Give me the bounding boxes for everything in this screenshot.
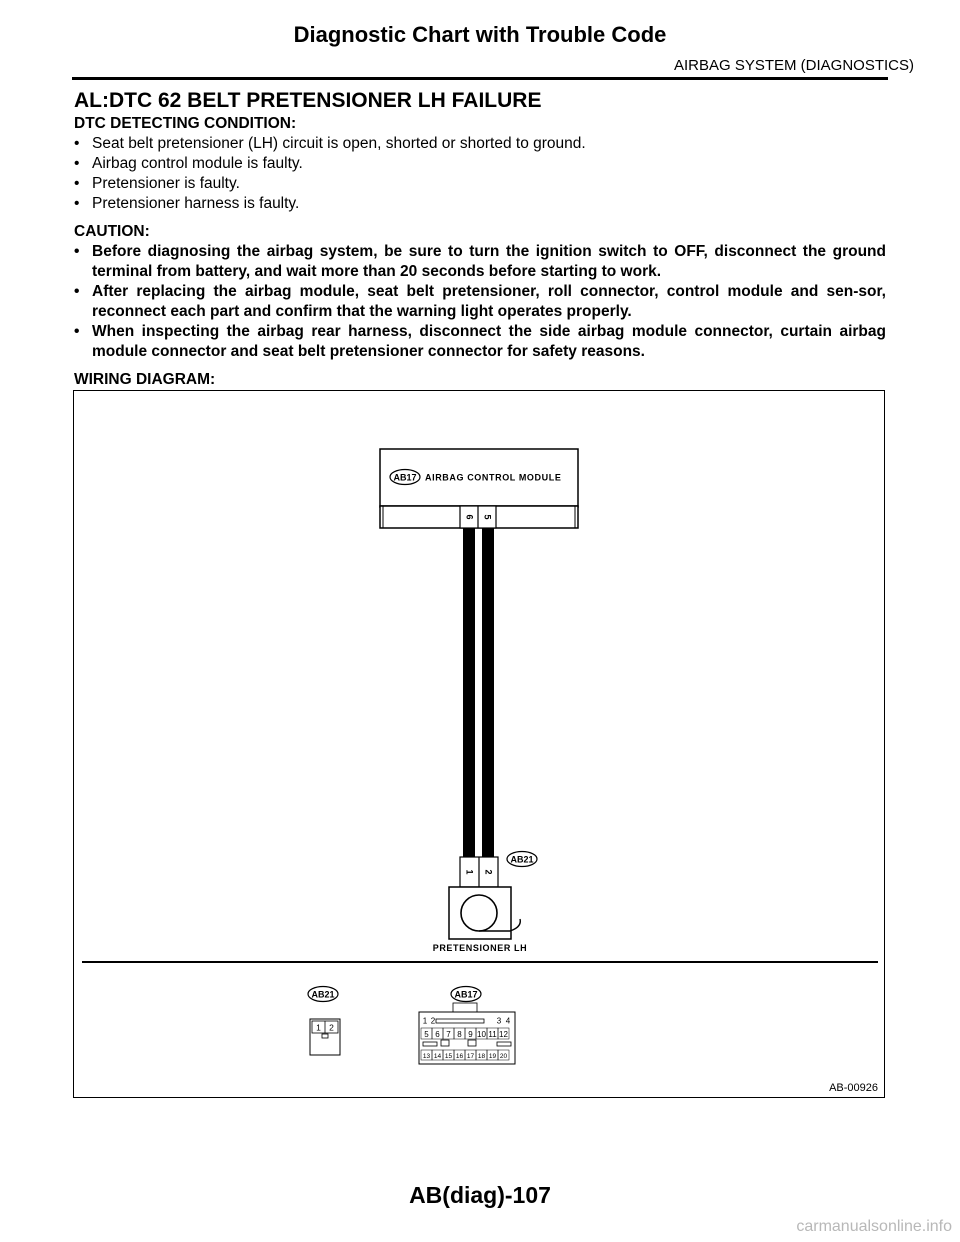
condition-item: • Seat belt pretensioner (LH) circuit is open, shorted or shorted to ground.	[74, 134, 886, 154]
legend-ab21-pin: 2	[329, 1022, 334, 1033]
condition-item: • Pretensioner is faulty.	[74, 174, 886, 194]
legend-ab17-pin: 3	[496, 1016, 502, 1026]
legend-ab17-code: AB17	[454, 989, 478, 1000]
condition-item: • Airbag control module is faulty.	[74, 154, 886, 174]
legend-ab17-pin: 14	[433, 1053, 442, 1060]
wiring-diagram-drawing	[74, 391, 886, 1099]
detecting-condition-label: DTC DETECTING CONDITION:	[74, 115, 297, 132]
header-divider	[72, 77, 888, 80]
legend-ab17-pin: 5	[424, 1030, 429, 1039]
module-pin-6: 6	[464, 514, 475, 520]
section-body	[74, 114, 886, 390]
page-header-subtitle: AIRBAG SYSTEM (DIAGNOSTICS)	[673, 57, 914, 74]
legend-ab21-pin: 1	[316, 1022, 321, 1033]
legend-ab21-code: AB21	[311, 989, 335, 1000]
legend-ab17-pin: 4	[505, 1016, 511, 1026]
legend-ab17-pin: 18	[477, 1053, 486, 1060]
wiring-diagram-label: WIRING DIAGRAM:	[74, 371, 216, 388]
figure-id: AB-00926	[829, 1082, 878, 1094]
section-title: AL:DTC 62 BELT PRETENSIONER LH FAILURE	[74, 89, 542, 112]
pretensioner-name: PRETENSIONER LH	[432, 943, 528, 953]
legend-ab17-pin: 15	[444, 1053, 453, 1060]
legend-ab17-pin: 6	[435, 1030, 440, 1039]
caution-item: • After replacing the airbag module, seat belt pretensioner, roll connector, control module and sen-sor, reconnect each part and confirm that the warning light operates properly.	[74, 282, 886, 322]
legend-connector-ab21	[308, 987, 340, 1056]
caution-label: CAUTION:	[74, 223, 150, 240]
legend-ab17-pin: 13	[422, 1053, 431, 1060]
legend-ab17-pin: 2	[430, 1016, 436, 1026]
legend-ab17-pin: 10	[477, 1030, 486, 1039]
legend-ab17-pin: 20	[499, 1053, 508, 1060]
legend-connector-ab17	[419, 987, 515, 1065]
watermark: carmanualsonline.info	[796, 1218, 952, 1235]
module-pin-5: 5	[482, 514, 493, 520]
legend-ab17-pin: 12	[499, 1030, 508, 1039]
pretensioner-pin-1: 1	[464, 869, 475, 875]
caution-item: • Before diagnosing the airbag system, be sure to turn the ignition switch to OFF, disconnect the ground terminal from battery, and wait more than 20 seconds before starting to work.	[74, 242, 886, 282]
legend-ab17-pin: 11	[488, 1030, 497, 1039]
page-header-title: Diagnostic Chart with Trouble Code	[293, 22, 667, 47]
connector-code-ab21: AB21	[510, 854, 534, 865]
pretensioner	[433, 852, 537, 954]
connector-code-ab17: AB17	[393, 472, 417, 483]
legend-ab17-pin: 19	[488, 1053, 497, 1060]
legend-ab17-pin: 17	[466, 1053, 475, 1060]
legend-ab17-pin: 9	[468, 1030, 473, 1039]
harness-wires	[463, 528, 494, 858]
control-module-name: AIRBAG CONTROL MODULE	[425, 472, 562, 483]
wiring-diagram	[73, 390, 885, 1098]
legend-ab17-pin: 7	[446, 1030, 451, 1039]
caution-item: • When inspecting the airbag rear harness, disconnect the side airbag module connector, curtain airbag module connector and seat belt pretensioner connector for safety reasons.	[74, 322, 886, 362]
control-module	[380, 449, 578, 528]
page-number: AB(diag)-107	[409, 1182, 551, 1208]
legend-ab17-pin: 1	[422, 1016, 428, 1026]
legend-ab17-pin: 16	[455, 1053, 464, 1060]
legend-ab17-pin: 8	[457, 1030, 462, 1039]
pretensioner-pin-2: 2	[483, 869, 494, 875]
condition-item: • Pretensioner harness is faulty.	[74, 194, 886, 214]
